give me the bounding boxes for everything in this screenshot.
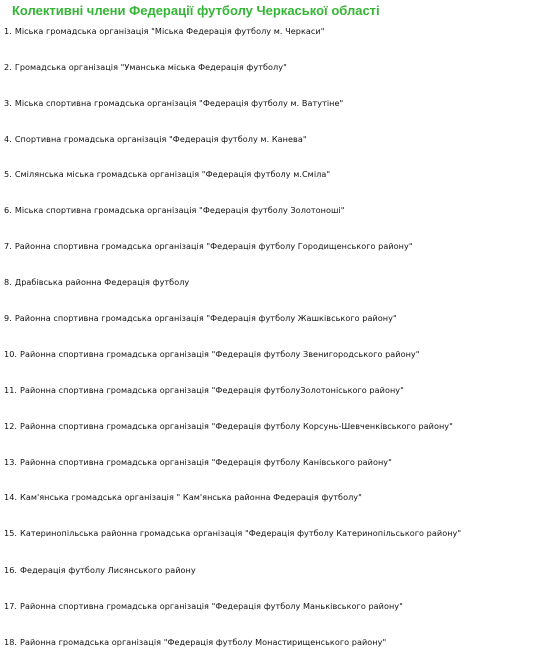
organization-name: Районна спортивна громадська організація "Федерація футболу Маньківського району": [20, 601, 403, 611]
item-number: 5.: [4, 169, 12, 179]
list-item: [4, 600, 403, 612]
list-item: [4, 527, 461, 539]
list-item: [4, 25, 325, 37]
list-item: [4, 312, 397, 324]
list-item: [4, 564, 196, 576]
item-number: 12.: [4, 421, 18, 431]
item-number: 16.: [4, 565, 18, 575]
list-item: [4, 348, 420, 360]
item-number: 18.: [4, 637, 18, 647]
organization-name: Кам'янська громадська організація " Кам'янська районна Федерація футболу": [20, 492, 362, 502]
item-number: 7.: [4, 241, 12, 251]
list-item: [4, 384, 404, 396]
organization-name: Драбівська районна Федерація футболу: [14, 277, 190, 287]
list-item: [4, 420, 453, 432]
item-number: 11.: [4, 385, 18, 395]
organization-name: Міська спортивна громадська організація "Федерація футболу м. Ватутіне": [14, 98, 344, 108]
list-item: [4, 97, 343, 109]
organization-name: Районна спортивна громадська організація "Федерація футболу Звенигородського району": [20, 349, 420, 359]
item-number: 3.: [4, 98, 12, 108]
list-item: [4, 133, 307, 145]
organization-name: Районна спортивна громадська організація "Федерація футболу Городищенського району": [14, 241, 413, 251]
page-title: Колективні члени Федерації футболу Черкаської області: [12, 3, 380, 18]
item-number: 15.: [4, 528, 18, 538]
item-number: 13.: [4, 457, 18, 467]
item-number: 6.: [4, 205, 12, 215]
organization-name: Міська громадська організація "Міська Федерація футболу м. Черкаси": [14, 26, 325, 36]
list-item: [4, 636, 386, 648]
item-number: 2.: [4, 62, 12, 72]
organization-name: Районна спортивна громадська організація "Федерація футболу Канівського району": [20, 457, 392, 467]
list-item: [4, 456, 392, 468]
list-item: [4, 491, 362, 503]
item-number: 8.: [4, 277, 12, 287]
list-item: [4, 240, 413, 252]
organization-name: Міська спортивна громадська організація "Федерація футболу Золотоноші": [14, 205, 345, 215]
organization-name: Смілянська міська громадська організація "Федерація футболу м.Сміла": [14, 169, 331, 179]
organization-name: Громадська організація "Уманська міська Федерація футболу": [14, 62, 287, 72]
organization-name: Районна спортивна громадська організація "Федерація футболу Жашківського району": [14, 313, 397, 323]
organization-name: Районна спортивна громадська організація "Федерація футболу Корсунь-Шевченківського району": [20, 421, 453, 431]
item-number: 9.: [4, 313, 12, 323]
organization-name: Спортивна громадська організація "Федерація футболу м. Канева": [14, 134, 307, 144]
item-number: 14.: [4, 492, 18, 502]
item-number: 4.: [4, 134, 12, 144]
organization-name: Районна громадська організація "Федерація футболу Монастирищенського району": [20, 637, 387, 647]
list-item: [4, 204, 345, 216]
organization-name: Катеринопільська районна громадська організація "Федерація футболу Катеринопільського району": [20, 528, 462, 538]
list-item: [4, 168, 330, 180]
item-number: 17.: [4, 601, 18, 611]
organization-name: Федерація футболу Лисянського району: [20, 565, 196, 575]
list-item: [4, 276, 189, 288]
organization-name: Районна спортивна громадська організація "Федерація футболуЗолотоніського району": [20, 385, 404, 395]
item-number: 10.: [4, 349, 18, 359]
item-number: 1.: [4, 26, 12, 36]
list-item: [4, 61, 287, 73]
